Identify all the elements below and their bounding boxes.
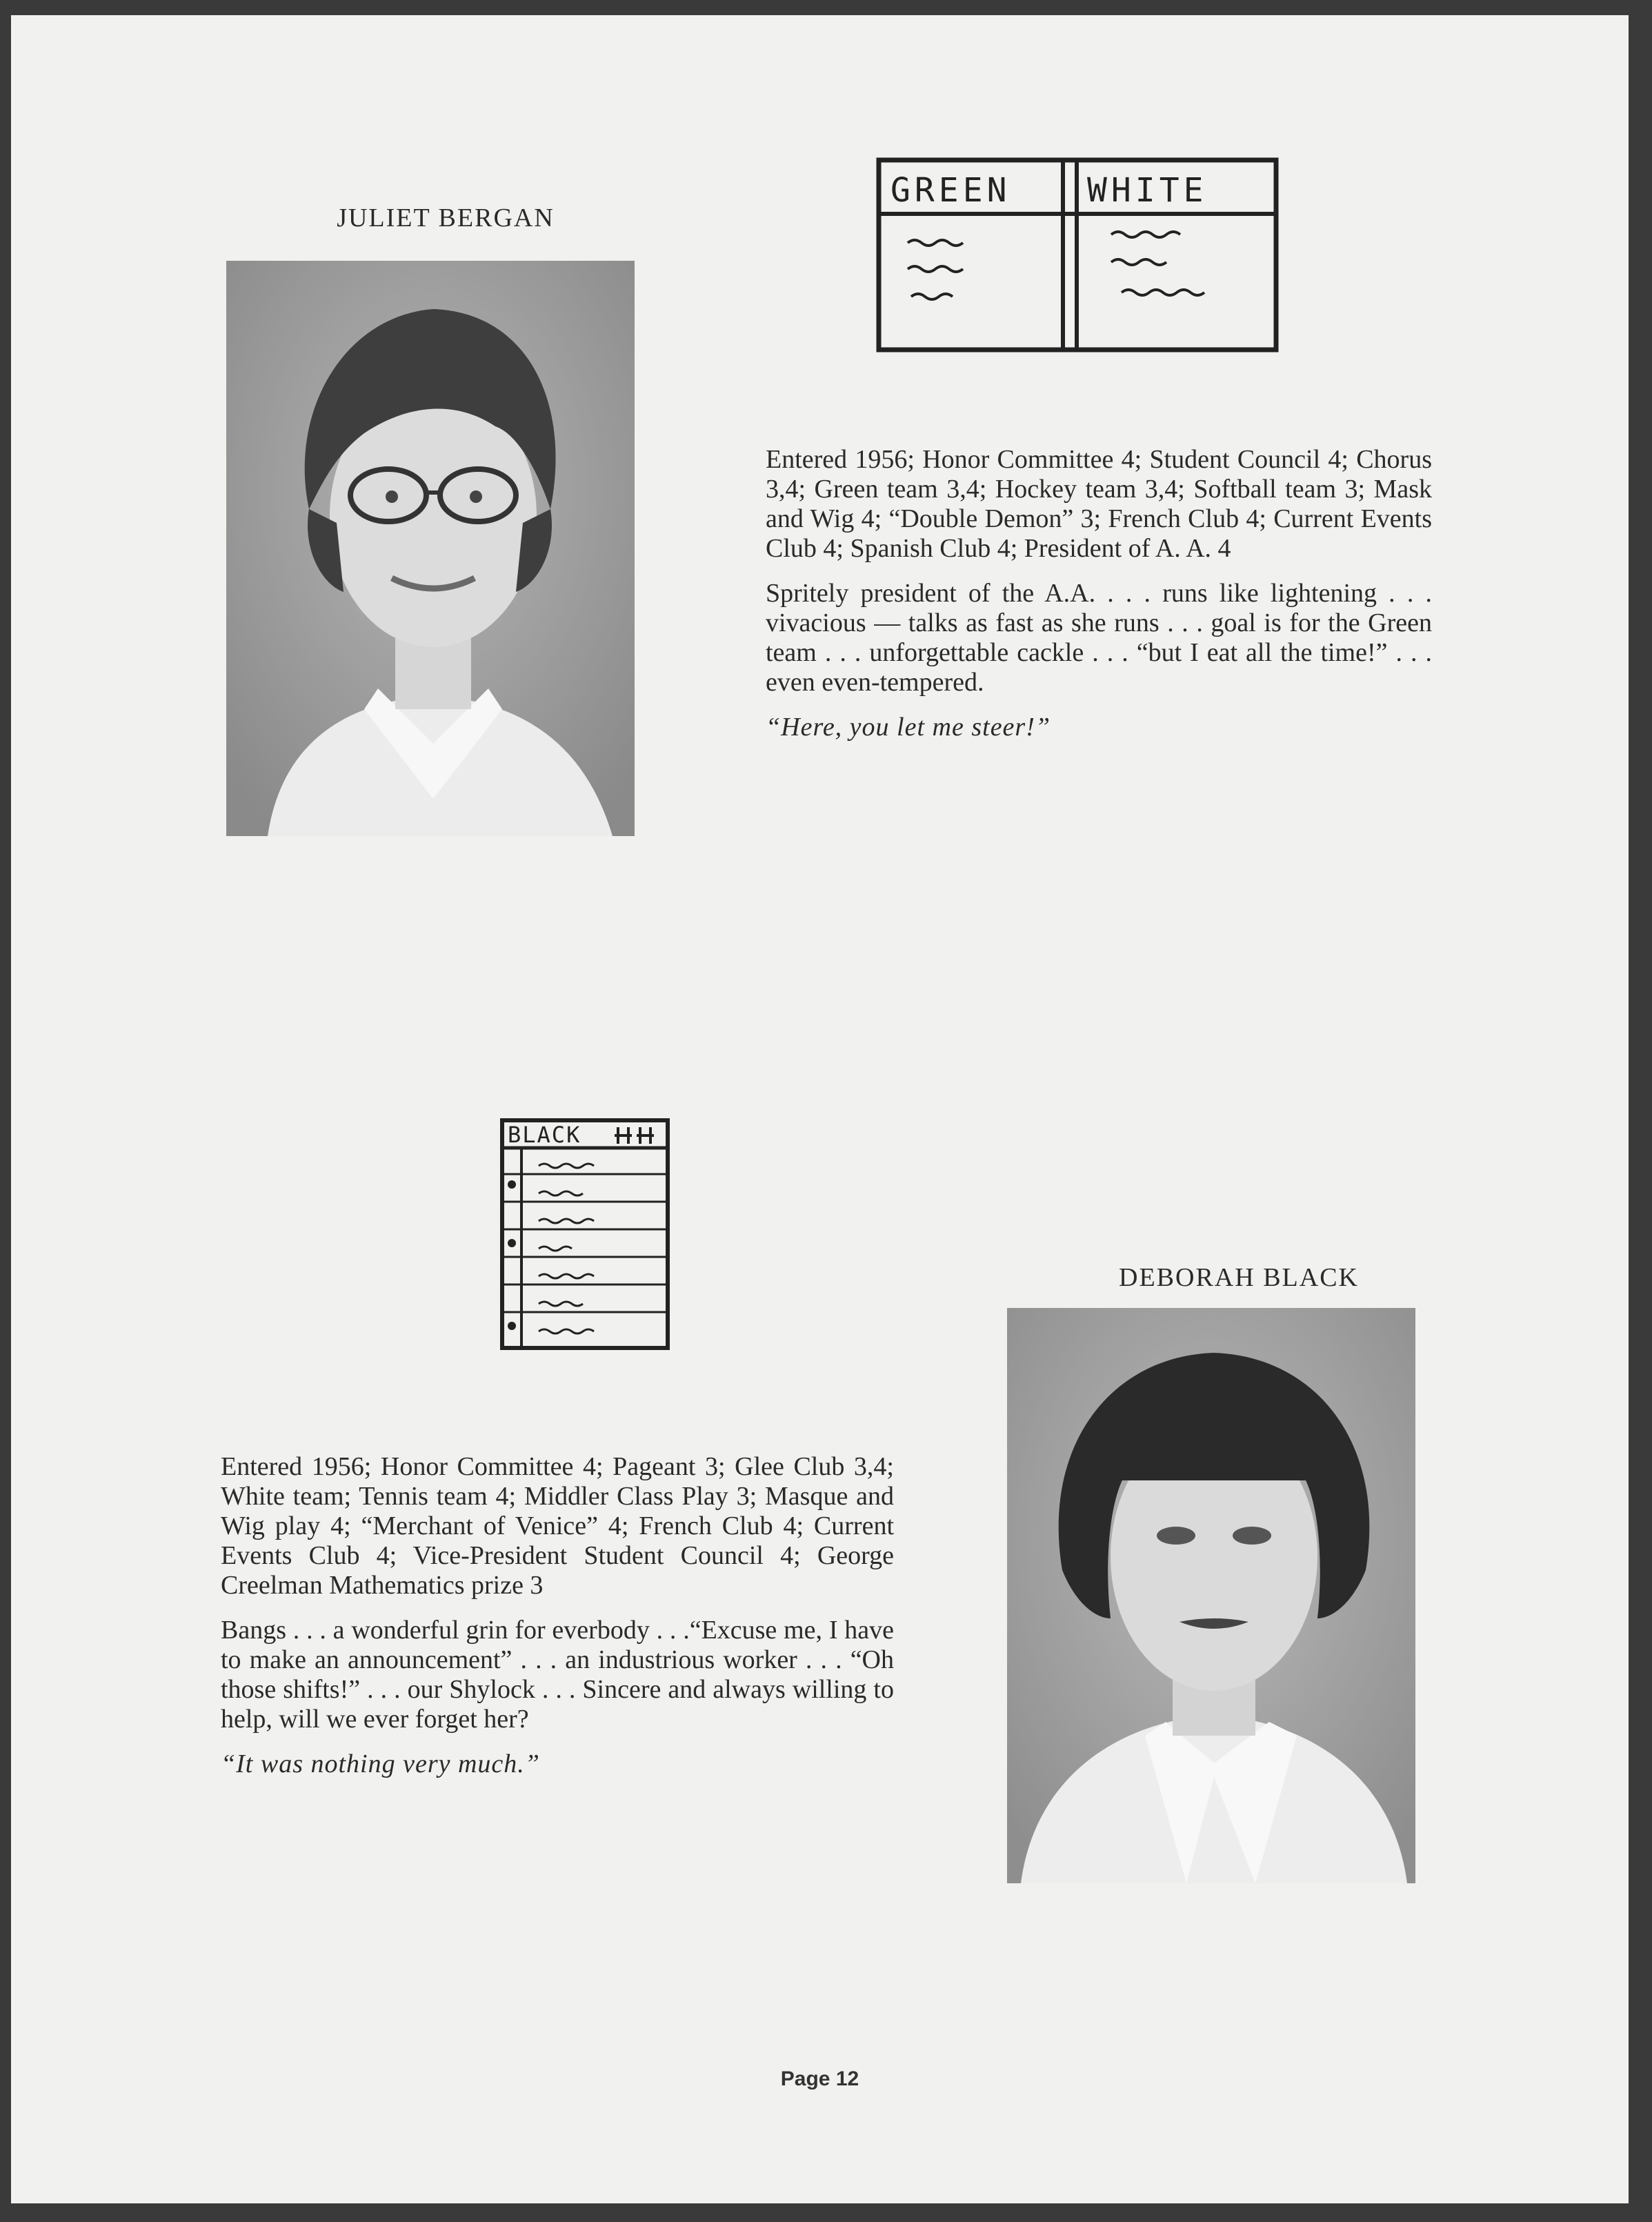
black-notepad-doodle: [487, 1105, 687, 1367]
notepad-black-header: BLACK: [508, 1122, 581, 1148]
description-text: Bangs . . . a wonderful grin for everbody . . .“Excuse me, I have to make an announcement” . . . an industrious worker . . . “Oh those shifts!” . . . our Shylock . . . Sincere and always willing to help, will we ever forget her?: [221, 1616, 894, 1734]
activities-text: Entered 1956; Honor Committee 4; Pageant 3; Glee Club 3,4; White team; Tennis team 4; Middler Class Play 3; Masque and Wig play 4; “Merchant of Venice” 4; French Club 4; Current Events Club 4; Vice-President Student Council 4; George Creelman Mathematics prize 3: [221, 1452, 894, 1600]
student-name-juliet: JULIET BERGAN: [337, 204, 555, 232]
senior-quote: “Here, you let me steer!”: [766, 713, 1051, 742]
team-board-white-header: WHITE: [1087, 171, 1208, 210]
description-text: Spritely president of the A.A. . . . runs like lightening . . . vivacious — talks as fast as she runs . . . goal is for the Green team . . . unforgettable cackle . . . “but I eat all the time!” . . . even even-tempered.: [766, 579, 1432, 697]
portrait-deborah-black: [1007, 1308, 1415, 1883]
student-name-deborah: DEBORAH BLACK: [1119, 1263, 1359, 1292]
portrait-juliet-bergan: [226, 261, 635, 836]
bio-juliet-bergan: [766, 445, 1432, 757]
bio-deborah-black: [221, 1452, 894, 1794]
team-board-green-header: GREEN: [890, 171, 1011, 210]
senior-quote: “It was nothing very much.”: [221, 1749, 540, 1778]
activities-text: Entered 1956; Honor Committee 4; Student Council 4; Chorus 3,4; Green team 3,4; Hockey team 3,4; Softball team 3; Mask and Wig 4; “Double Demon” 3; French Club 4; Current Events Club 4; Spanish Club 4; President of A. A. 4: [766, 445, 1432, 563]
green-white-team-board-doodle: [866, 146, 1294, 367]
page-number: Page 12: [780, 2067, 859, 2090]
yearbook-page: [11, 15, 1629, 2203]
